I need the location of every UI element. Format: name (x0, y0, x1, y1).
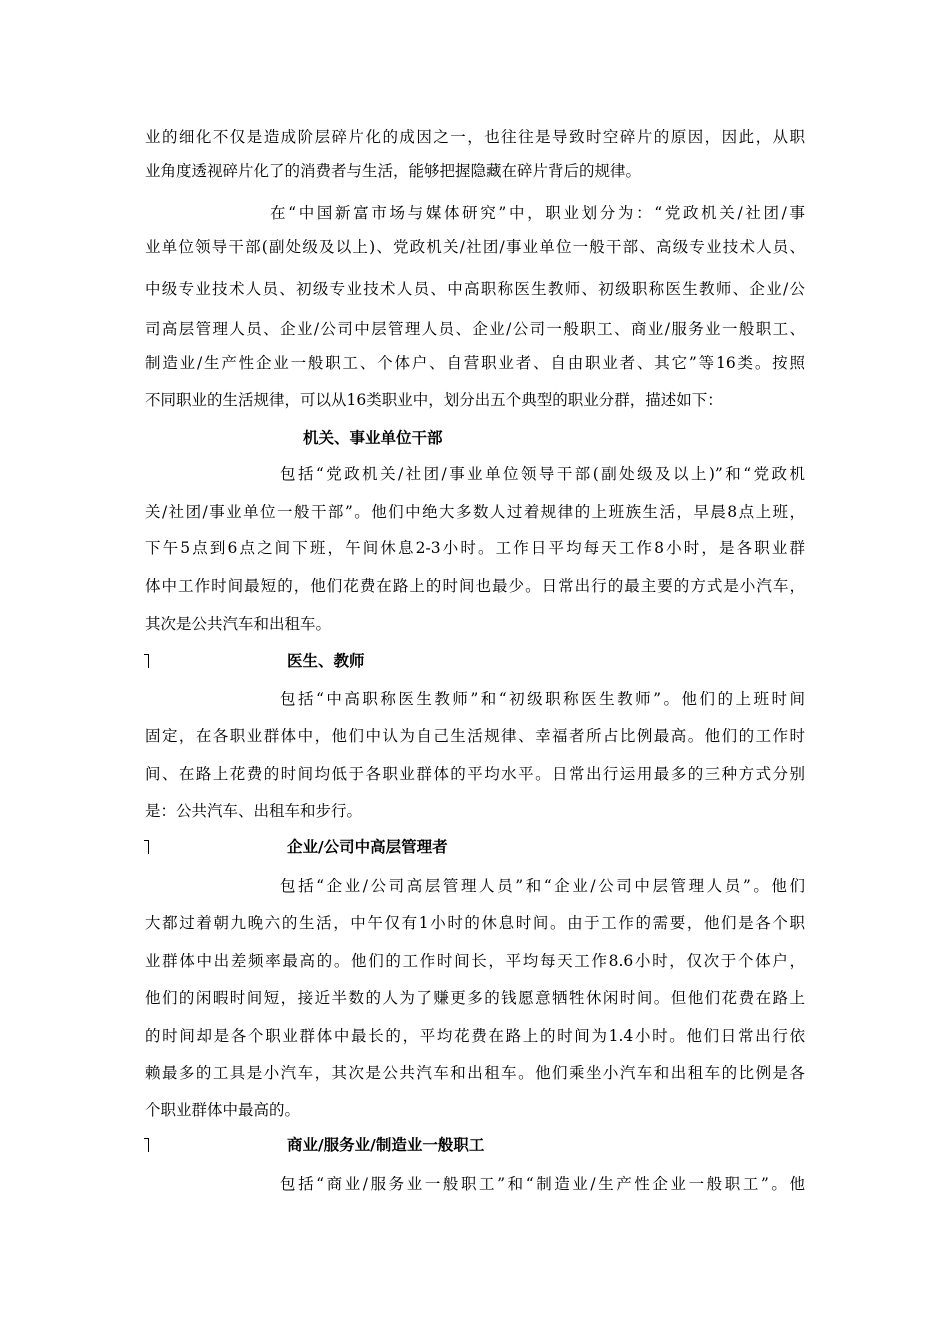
text-line: 不同职业的生活规律，可以从16类职业中，划分出五个典型的职业分群，描述如下： (145, 391, 723, 409)
text-line: 包括“商业/服务业一般职工”和“制造业/生产性企业一般职工”。他 (280, 1175, 805, 1193)
text-line: 包括“党政机关/社团/事业单位领导干部(副处级及以上)”和“党政机 (280, 465, 805, 483)
text-line: 其次是公共汽车和出租车。 (145, 615, 332, 633)
text-line: 在“中国新富市场与媒体研究”中，职业划分为：“党政机关/社团/事 (270, 204, 805, 222)
text-line: 体中工作时间最短的，他们花费在路上的时间也最少。日常出行的最主要的方式是小汽车， (145, 577, 805, 595)
text-line: 包括“企业/公司高层管理人员”和“企业/公司中层管理人员”。他们 (280, 877, 805, 895)
text-line: 个职业群体中最高的。 (145, 1101, 301, 1119)
section-heading: 医生、教师 (287, 652, 365, 670)
text-line: 他们的闲暇时间短，接近半数的人为了赚更多的钱愿意牺牲休闲时间。但他们花费在路上 (145, 989, 805, 1007)
text-line: 关/社团/事业单位一般干部”。他们中绝大多数人过着规律的上班族生活，早晨8点上班， (145, 503, 805, 521)
text-line: 中级专业技术人员、初级专业技术人员、中高职称医生教师、初级职称医生教师、企业/公 (145, 280, 805, 298)
section-heading: 企业/公司中高层管理者 (287, 838, 448, 856)
text-line: 业的细化不仅是造成阶层碎片化的成因之一，也往往是导致时空碎片的原因，因此，从职 (145, 128, 805, 146)
list-marker (144, 654, 149, 668)
text-line: 业角度透视碎片化了的消费者与生活，能够把握隐藏在碎片背后的规律。 (145, 162, 642, 180)
text-line: 赖最多的工具是小汽车，其次是公共汽车和出租车。他们乘坐小汽车和出租车的比例是各 (145, 1064, 805, 1082)
section-heading: 商业/服务业/制造业一般职工 (287, 1136, 485, 1154)
text-line: 大都过着朝九晚六的生活，中午仅有1小时的休息时间。由于工作的需要，他们是各个职 (145, 914, 805, 932)
text-line: 制造业/生产性企业一般职工、个体户、自营职业者、自由职业者、其它”等16类。按照 (145, 354, 805, 372)
list-marker (144, 1138, 149, 1152)
section-heading: 机关、事业单位干部 (303, 429, 443, 447)
text-line: 司高层管理人员、企业/公司中层管理人员、企业/公司一般职工、商业/服务业一般职工、 (145, 320, 805, 338)
text-line: 下午5点到6点之间下班，午间休息2-3小时。工作日平均每天工作8小时，是各职业群 (145, 539, 805, 557)
text-line: 的时间却是各个职业群体中最长的，平均花费在路上的时间为1.4小时。他们日常出行依 (145, 1027, 805, 1045)
list-marker (144, 840, 149, 854)
text-line: 是：公共汽车、出租车和步行。 (145, 802, 363, 820)
text-line: 业群体中出差频率最高的。他们的工作时间长，平均每天工作8.6小时，仅次于个体户， (145, 952, 805, 970)
text-line: 包括“中高职称医生教师”和“初级职称医生教师”。他们的上班时间 (280, 690, 805, 708)
text-line: 固定，在各职业群体中，他们中认为自己生活规律、幸福者所占比例最高。他们的工作时 (145, 727, 805, 745)
text-line: 业单位领导干部(副处级及以上)、党政机关/社团/事业单位一般干部、高级专业技术人员、 (145, 238, 805, 256)
text-line: 间、在路上花费的时间均低于各职业群体的平均水平。日常出行运用最多的三种方式分别 (145, 765, 805, 783)
